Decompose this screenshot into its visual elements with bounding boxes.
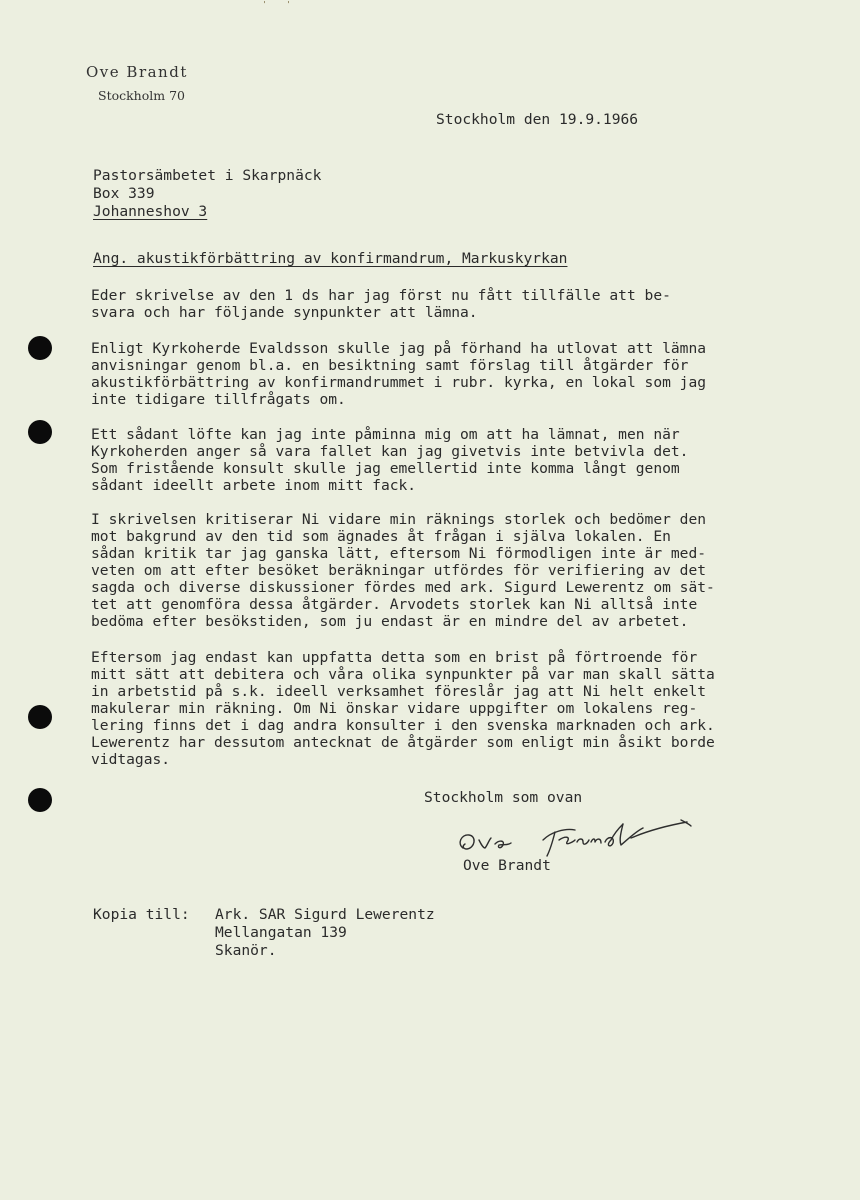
paragraph-line: svara och har följande synpunkter att lämna.	[91, 304, 478, 321]
paragraph-line: lering finns det i dag andra konsulter i den svenska marknaden och ark.	[91, 717, 715, 734]
paragraph-line: Kyrkoherden anger så vara fallet kan jag givetvis inte betvivla det.	[91, 443, 689, 460]
paragraph-line: sagda och diverse diskussioner fördes med ark. Sigurd Lewerentz om sät-	[91, 579, 715, 596]
paragraph-line: sådant ideellt arbete inom mitt fack.	[91, 477, 417, 494]
paragraph-line: inte tidigare tillfrågats om.	[91, 391, 346, 408]
paragraph-line: tet att genomföra dessa åtgärder. Arvodets storlek kan Ni alltså inte	[91, 596, 698, 613]
subject-line: Ang. akustikförbättring av konfirmandrum, Markuskyrkan	[93, 250, 568, 267]
signer-name: Ove Brandt	[463, 857, 551, 874]
recipient-line-1: Pastorsämbetet i Skarpnäck	[93, 167, 322, 184]
copy-label: Kopia till:	[93, 906, 190, 923]
recipient-line-2: Box 339	[93, 185, 155, 202]
punch-hole	[28, 705, 52, 729]
copy-name: Ark. SAR Sigurd Lewerentz	[215, 906, 435, 923]
paragraph-line: Ett sådant löfte kan jag inte påminna mig om att ha lämnat, men när	[91, 426, 680, 443]
recipient-line-3: Johanneshov 3	[93, 203, 208, 220]
copy-street: Mellangatan 139	[215, 924, 347, 941]
top-edge-marks: ' '	[262, 0, 291, 9]
paragraph-line: Lewerentz har dessutom antecknat de åtgärder som enligt min åsikt borde	[91, 734, 715, 751]
copy-city: Skanör.	[215, 942, 277, 959]
punch-hole	[28, 420, 52, 444]
punch-hole	[28, 336, 52, 360]
paragraph-line: anvisningar genom bl.a. en besiktning samt förslag till åtgärder för	[91, 357, 689, 374]
paragraph-line: in arbetstid på s.k. ideell verksamhet föreslår jag att Ni helt enkelt	[91, 683, 707, 700]
letterhead-city: Stockholm 70	[98, 88, 185, 103]
date-line: Stockholm den 19.9.1966	[436, 111, 639, 128]
closing-line: Stockholm som ovan	[424, 789, 583, 806]
paragraph-line: mot bakgrund av den tid som ägnades åt frågan i själva lokalen. En	[91, 528, 671, 545]
paragraph-line: veten om att efter besöket beräkningar utfördes för verifiering av det	[91, 562, 707, 579]
paragraph-line: Som fristående konsult skulle jag emellertid inte komma långt genom	[91, 460, 680, 477]
paragraph-line: sådan kritik tar jag ganska lätt, eftersom Ni förmodligen inte är med-	[91, 545, 707, 562]
letterhead-name: Ove Brandt	[86, 63, 188, 81]
paragraph-line: mitt sätt att debitera och våra olika synpunkter på var man skall sätta	[91, 666, 715, 683]
paragraph-line: bedöma efter besökstiden, som ju endast är en mindre del av arbetet.	[91, 613, 689, 630]
punch-hole	[28, 788, 52, 812]
paragraph-line: Eder skrivelse av den 1 ds har jag först nu fått tillfälle att be-	[91, 287, 671, 304]
paragraph-line: akustikförbättring av konfirmandrummet i rubr. kyrka, en lokal som jag	[91, 374, 707, 391]
paragraph-line: Enligt Kyrkoherde Evaldsson skulle jag på förhand ha utlovat att lämna	[91, 340, 707, 357]
paragraph-line: makulerar min räkning. Om Ni önskar vidare uppgifter om lokalens reg-	[91, 700, 698, 717]
paragraph-line: Eftersom jag endast kan uppfatta detta som en brist på förtroende för	[91, 649, 698, 666]
paragraph-line: vidtagas.	[91, 751, 171, 768]
paragraph-line: I skrivelsen kritiserar Ni vidare min räknings storlek och bedömer den	[91, 511, 707, 528]
